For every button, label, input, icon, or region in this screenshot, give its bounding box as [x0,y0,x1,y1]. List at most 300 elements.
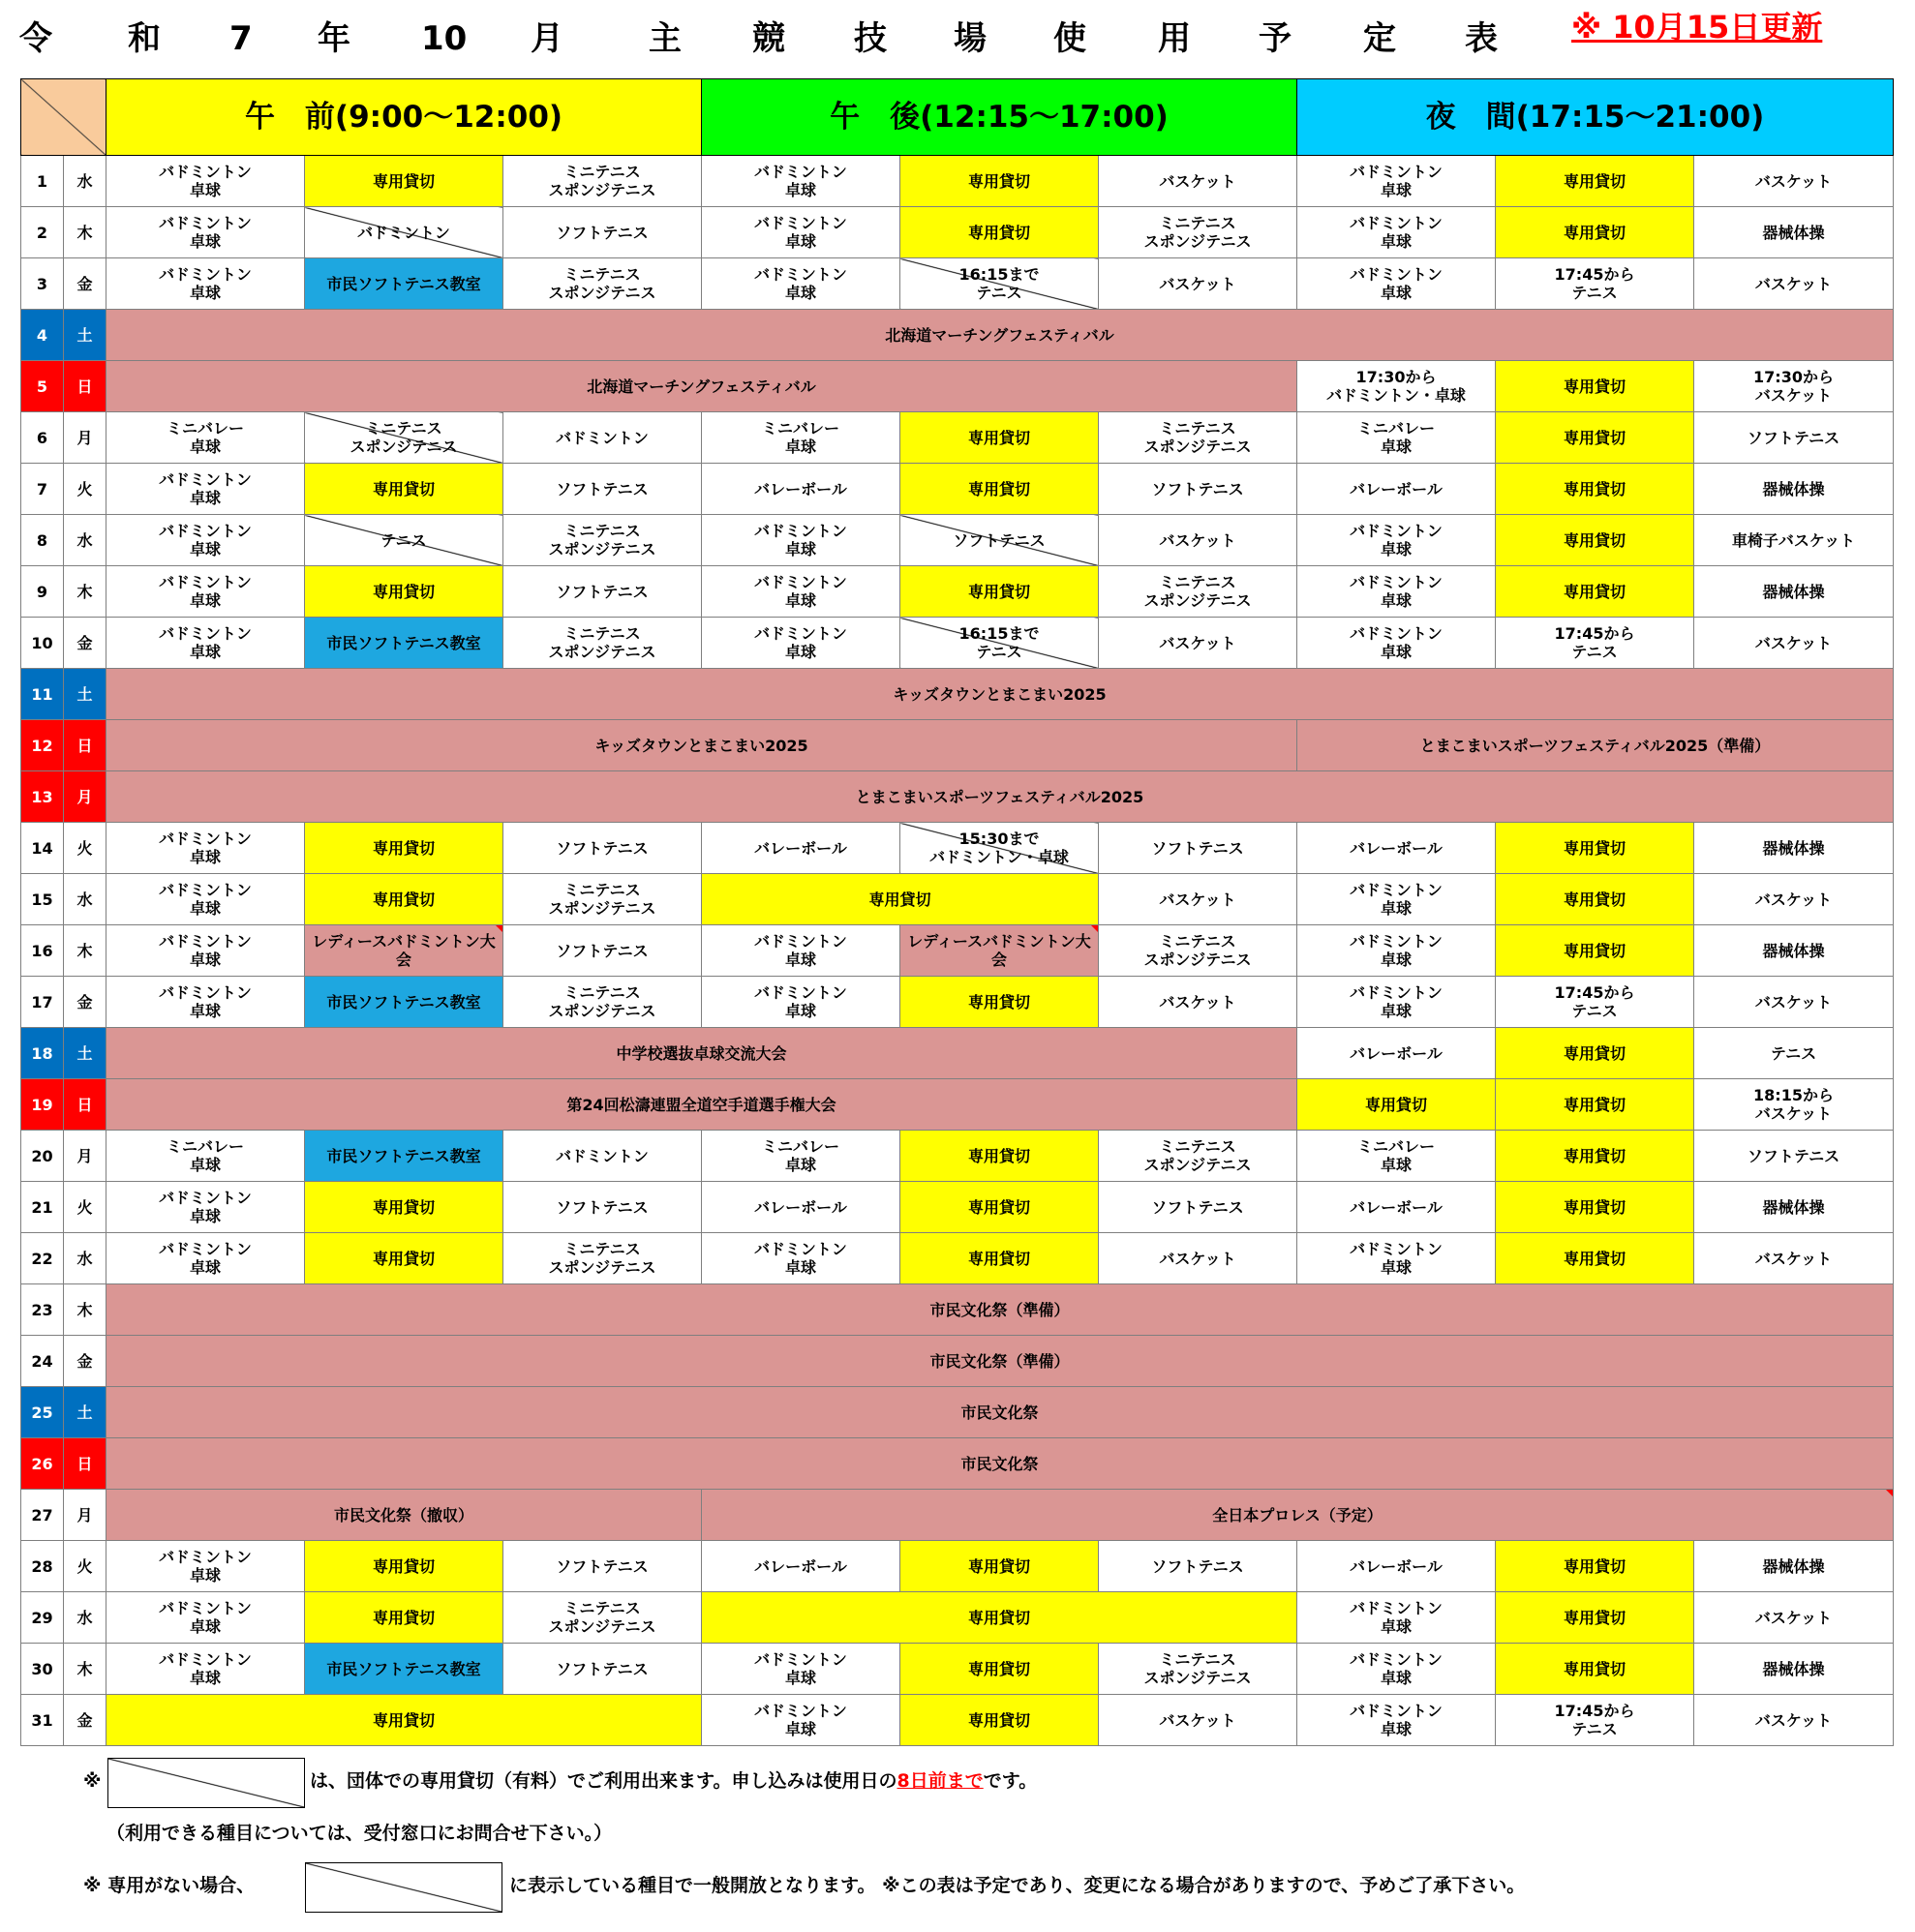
slot-text: 専用貸切 [1563,1608,1626,1627]
slot-text: テニス [1571,643,1618,661]
event-cell [106,361,1297,412]
slot-text: 卓球 [1380,899,1412,918]
slot-text: 卓球 [189,951,221,969]
title-char: 10 [421,19,468,58]
slot-text: ミニテニス [563,1599,641,1617]
title-char: 場 [954,19,987,58]
slot-text: ミニテニス [563,983,641,1002]
weekday: 水 [64,156,106,207]
slot-cell [305,1644,503,1695]
slot-cell [1297,1028,1496,1079]
slot-text: 16:15まで [958,265,1040,284]
slot-text: バスケット [1754,1249,1833,1268]
day-number: 31 [21,1695,64,1746]
slot-cell [106,258,305,310]
weekday: 水 [64,515,106,566]
slot-cell [106,566,305,618]
day-row [21,1592,1894,1644]
weekday: 火 [64,464,106,515]
slot-cell [1496,1131,1694,1182]
slot-cell [1694,1233,1894,1284]
slot-cell [1694,412,1894,464]
slot-text: ミニバレー [1356,1137,1435,1156]
slot-text: 市民文化祭（撤収） [333,1505,473,1524]
slot-cell [1496,515,1694,566]
day-row [21,1233,1894,1284]
day-number: 9 [21,566,64,618]
slot-text: ミニテニス [563,881,641,899]
slot-cell [1297,207,1496,258]
slot-cell [1099,1182,1297,1233]
day-number: 18 [21,1028,64,1079]
slot-text: 卓球 [1380,1720,1412,1738]
slot-text: バレーボール [754,1197,847,1217]
slot-text: 北海道マーチングフェスティバル [587,377,816,396]
slot-text: ミニテニス [563,265,641,284]
slot-cell [1496,464,1694,515]
slot-text: スポンジテニス [1143,232,1252,251]
weekday: 水 [64,1233,106,1284]
slot-text: テニス [1571,284,1618,302]
slot-cell [1099,977,1297,1028]
slot-text: 専用貸切 [967,428,1030,447]
slot-cell [503,874,702,925]
weekday: 火 [64,1541,106,1592]
slot-text: 北海道マーチングフェスティバル [885,325,1114,345]
slot-cell [702,1233,900,1284]
title-char: 定 [1363,19,1396,58]
slot-text: 器械体操 [1762,223,1825,242]
slot-text: ミニバレー [1356,419,1435,438]
slot-cell [305,1541,503,1592]
day-number: 27 [21,1490,64,1541]
event-cell [106,1490,702,1541]
slot-text: 専用貸切 [1563,530,1626,550]
slot-text: バスケット [1159,530,1236,550]
slot-cell [106,1644,305,1695]
slot-cell [503,412,702,464]
slot-cell [1297,361,1496,412]
slot-cell [900,618,1099,669]
weekday: 金 [64,1336,106,1387]
day-row [21,412,1894,464]
slot-text: 卓球 [784,643,816,661]
day-row [21,1541,1894,1592]
slot-cell [1297,823,1496,874]
slot-cell [900,977,1099,1028]
footer-mark-1: ※ [83,1770,102,1792]
slot-text: バドミントン [159,163,252,181]
slot-text: バスケット [1159,890,1236,909]
weekday: 日 [64,361,106,412]
footer-plain-box [305,1862,502,1913]
slot-text: ミニバレー [166,419,244,438]
slot-cell [702,925,900,977]
slot-cell [1496,1182,1694,1233]
slot-text: 専用貸切 [372,479,435,498]
slot-cell [702,1182,900,1233]
weekday: 木 [64,566,106,618]
slot-cell [1694,207,1894,258]
slot-cell [503,1182,702,1233]
slot-cell [1496,361,1694,412]
slot-text: 専用貸切 [967,1556,1030,1576]
slot-text: 中学校選抜卓球交流大会 [616,1043,787,1063]
title-char: 使 [1053,19,1086,58]
slot-text: バドミントン [1350,1650,1443,1669]
slot-text: 専用貸切 [372,171,435,191]
slot-text: 専用貸切 [372,1197,435,1217]
slot-cell [1694,156,1894,207]
slot-cell [702,464,900,515]
slot-text: 17:45から [1554,983,1635,1002]
slot-text: 第24回松濤連盟全道空手道選手権大会 [566,1095,836,1114]
slot-text: 専用貸切 [868,890,931,909]
slot-cell [702,977,900,1028]
slot-text: ミニテニス [563,163,641,181]
day-row [21,310,1894,361]
slot-text: スポンジテニス [548,899,656,918]
slot-cell [1297,258,1496,310]
slot-text: 専用貸切 [1563,1095,1626,1114]
weekday: 日 [64,720,106,771]
slot-text: バドミントン [159,932,252,951]
slot-cell [305,874,503,925]
slot-cell [1297,1644,1496,1695]
slot-cell [106,823,305,874]
weekday: 金 [64,1695,106,1746]
slot-text: ミニバレー [761,419,839,438]
slot-cell [1496,977,1694,1028]
slot-cell [1099,258,1297,310]
slot-cell [1694,1541,1894,1592]
slot-cell [1496,566,1694,618]
slot-text: 15:30まで [958,830,1040,848]
slot-cell [503,1131,702,1182]
slot-text: 17:45から [1554,265,1635,284]
slot-text: テニス [1571,1720,1618,1738]
slot-text: 卓球 [189,848,221,866]
slot-text: スポンジテニス [1143,1669,1252,1687]
slot-text: 専用貸切 [967,1659,1030,1678]
slot-text: テニス [976,643,1022,661]
slot-text: スポンジテニス [548,284,656,302]
slot-text: バレーボール [1350,1043,1443,1063]
slot-cell [1297,977,1496,1028]
slot-text: バドミントン [754,265,847,284]
slot-text: 卓球 [784,591,816,610]
slot-cell [106,515,305,566]
slot-cell [106,1233,305,1284]
slot-text: 専用貸切 [967,1249,1030,1268]
slot-text: バドミントン [1350,573,1443,591]
day-number: 7 [21,464,64,515]
slot-text: 専用貸切 [1563,428,1626,447]
day-row [21,823,1894,874]
slot-cell [1496,925,1694,977]
slot-text: 市民ソフトテニス教室 [326,274,481,293]
slot-text: バドミントン [159,1548,252,1566]
slot-text: 卓球 [784,1669,816,1687]
slot-cell [1297,1541,1496,1592]
day-row [21,1490,1894,1541]
slot-cell [1496,1028,1694,1079]
day-number: 10 [21,618,64,669]
day-number: 21 [21,1182,64,1233]
slot-cell [106,618,305,669]
slot-cell [1496,874,1694,925]
event-cell [106,1079,1297,1131]
slot-text: 専用貸切 [1563,890,1626,909]
slot-text: バスケット [1754,386,1833,405]
day-number: 30 [21,1644,64,1695]
slot-text: ソフトテニス [556,1197,649,1217]
slot-cell [900,1131,1099,1182]
day-row [21,1131,1894,1182]
slot-text: キッズタウンとまこまい2025 [893,684,1107,704]
event-cell [106,1387,1894,1438]
header-afternoon: 午 後(12:15～17:00) [702,79,1297,156]
title-char: 月 [531,19,563,58]
slot-text: バドミントン [754,932,847,951]
day-number: 23 [21,1284,64,1336]
slot-cell [1099,1233,1297,1284]
title-char: 表 [1465,19,1498,58]
slot-cell [1694,1182,1894,1233]
slot-text: 市民文化祭（準備） [929,1351,1070,1371]
slot-text: バドミントン [754,1702,847,1720]
slot-text: バドミントン [159,624,252,643]
slot-text: バスケット [1159,1710,1236,1730]
slot-text: 市民ソフトテニス教室 [326,992,481,1011]
slot-cell [1297,464,1496,515]
slot-text: バスケット [1159,1249,1236,1268]
slot-text: 卓球 [189,1002,221,1020]
slot-text: 卓球 [1380,438,1412,456]
slot-cell [305,156,503,207]
slot-cell [900,412,1099,464]
slot-text: バドミントン [754,214,847,232]
slot-cell [503,977,702,1028]
slot-text: 17:30から [1753,368,1834,386]
slot-text: 卓球 [784,438,816,456]
slot-text: バドミントン [159,265,252,284]
day-row [21,874,1894,925]
slot-cell [1496,1541,1694,1592]
slot-text: 卓球 [189,1156,221,1174]
slot-text: 専用貸切 [1563,223,1626,242]
slot-text: 卓球 [189,438,221,456]
slot-cell [1496,156,1694,207]
slot-cell [1496,1592,1694,1644]
event-cell [106,1336,1894,1387]
event-cell [106,1028,1297,1079]
slot-text: バスケット [1754,633,1833,652]
slot-cell [503,207,702,258]
title-char: 用 [1158,19,1191,58]
slot-cell [900,566,1099,618]
weekday: 火 [64,1182,106,1233]
footer-line-2: （利用できる種目については、受付窓口にお問合せ下さい。） [106,1823,613,1844]
slot-cell [702,412,900,464]
slot-text: ミニテニス [1159,1650,1236,1669]
slot-text: 専用貸切 [1563,1556,1626,1576]
slot-text: 専用貸切 [967,479,1030,498]
slot-cell [1496,207,1694,258]
slot-cell [900,925,1099,977]
slot-text: バドミントン [754,163,847,181]
slot-text: バドミントン [159,983,252,1002]
slot-cell [1297,874,1496,925]
slot-text: 市民ソフトテニス教室 [326,1146,481,1165]
slot-text: バドミントン [754,624,847,643]
slot-text: ソフトテニス [1747,1146,1840,1165]
slot-text: スポンジテニス [1143,951,1252,969]
slot-text: スポンジテニス [1143,1156,1252,1174]
slot-text: 卓球 [189,643,221,661]
slot-cell [1297,1131,1496,1182]
slot-text: 卓球 [1380,643,1412,661]
slot-text: 専用貸切 [967,223,1030,242]
slot-text: とまこまいスポーツフェスティバル2025（準備） [1419,736,1771,755]
day-number: 15 [21,874,64,925]
slot-cell [305,823,503,874]
slot-text: バドミントン [1350,932,1443,951]
slot-text: 専用貸切 [1563,1659,1626,1678]
day-number: 13 [21,771,64,823]
slot-cell [1297,925,1496,977]
slot-text: ソフトテニス [556,223,649,242]
day-number: 25 [21,1387,64,1438]
slot-cell [702,156,900,207]
slot-text: 専用貸切 [372,582,435,601]
weekday: 金 [64,977,106,1028]
day-number: 1 [21,156,64,207]
slot-cell [900,1541,1099,1592]
slot-text: 17:45から [1554,1702,1635,1720]
slot-cell [503,156,702,207]
slot-text: バドミントン [159,1650,252,1669]
weekday: 日 [64,1079,106,1131]
slot-cell [1099,618,1297,669]
slot-text: 市民文化祭 [960,1403,1039,1422]
slot-text: バドミントン・卓球 [929,848,1069,866]
slot-cell [106,412,305,464]
slot-text: ミニバレー [166,1137,244,1156]
slot-cell [1496,1233,1694,1284]
weekday: 水 [64,1592,106,1644]
title-char: 競 [752,19,785,58]
title-char: 令 [19,19,52,58]
slot-cell [1694,361,1894,412]
day-number: 14 [21,823,64,874]
slot-cell [305,1182,503,1233]
slot-cell [305,566,503,618]
weekday: 金 [64,618,106,669]
slot-text: 専用貸切 [1563,479,1626,498]
slot-text: 専用貸切 [372,1710,435,1730]
slot-text: 専用貸切 [1563,1197,1626,1217]
slot-text: 17:30から [1355,368,1437,386]
slot-text: レディースバドミントン大会 [907,932,1091,969]
slot-cell [1694,1028,1894,1079]
slot-cell [702,207,900,258]
slot-cell [503,823,702,874]
slot-cell [702,515,900,566]
slot-cell [503,925,702,977]
slot-cell [106,874,305,925]
slot-text: 車椅子バスケット [1731,530,1856,550]
slot-text: 卓球 [1380,951,1412,969]
slot-cell [106,1182,305,1233]
slot-cell [305,258,503,310]
slot-cell [1099,1644,1297,1695]
slot-text: 卓球 [1380,1258,1412,1277]
slot-text: 17:45から [1554,624,1635,643]
day-number: 26 [21,1438,64,1490]
slot-cell [503,515,702,566]
slot-text: バドミントン [159,1599,252,1617]
slot-cell [900,1182,1099,1233]
slot-cell [305,1131,503,1182]
slot-text: ミニテニス [1159,932,1236,951]
slot-text: バドミントン [1350,163,1443,181]
weekday: 木 [64,207,106,258]
day-number: 29 [21,1592,64,1644]
slot-text: 専用貸切 [1563,582,1626,601]
day-row [21,258,1894,310]
title-char: 技 [854,19,887,58]
weekday: 水 [64,874,106,925]
slot-cell [900,823,1099,874]
slot-text: 卓球 [784,540,816,558]
slot-text: 卓球 [784,1156,816,1174]
slot-cell [305,1592,503,1644]
slot-cell [1297,566,1496,618]
slot-text: 器械体操 [1762,1659,1825,1678]
slot-text: 卓球 [784,1258,816,1277]
weekday: 金 [64,258,106,310]
slot-text: 卓球 [1380,1669,1412,1687]
slot-text: 卓球 [1380,1002,1412,1020]
slot-cell [1297,515,1496,566]
slot-text: スポンジテニス [548,1002,656,1020]
day-number: 28 [21,1541,64,1592]
weekday: 月 [64,771,106,823]
slot-text: バドミントン [556,1146,649,1165]
slot-text: バドミントン [754,983,847,1002]
slot-text: 市民文化祭（準備） [929,1300,1070,1319]
slot-text: 卓球 [189,591,221,610]
slot-text: ソフトテニス [1151,838,1244,858]
slot-cell [1496,1644,1694,1695]
weekday: 月 [64,1131,106,1182]
header-night: 夜 間(17:15～21:00) [1297,79,1894,156]
slot-text: バドミントン [1350,983,1443,1002]
slot-text: 器械体操 [1762,479,1825,498]
slot-text: 卓球 [189,181,221,199]
slot-text: 卓球 [189,1617,221,1636]
slot-text: 専用貸切 [1364,1095,1427,1114]
slot-cell [900,1233,1099,1284]
slot-cell [305,515,503,566]
slot-text: 専用貸切 [967,1608,1030,1627]
slot-text: 卓球 [784,1002,816,1020]
slot-text: バドミントン [1350,214,1443,232]
slot-cell [1694,1695,1894,1746]
slot-text: 器械体操 [1762,941,1825,960]
day-row [21,1182,1894,1233]
